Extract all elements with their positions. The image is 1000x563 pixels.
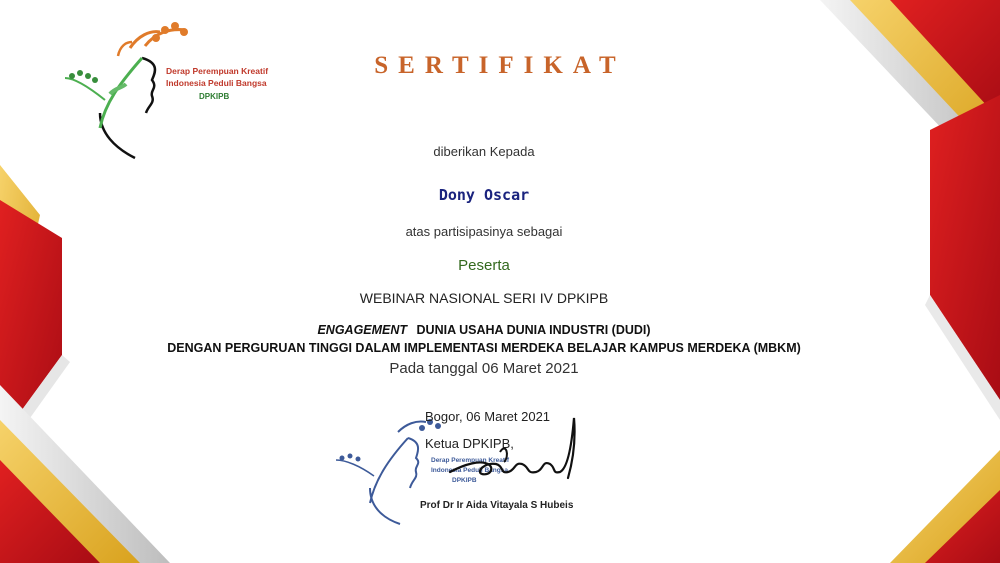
stamp-text-line2: Indonesia Peduli Bangsa bbox=[431, 467, 508, 474]
signature-position: Ketua DPKIPB, bbox=[425, 436, 514, 451]
certificate-title-wrap bbox=[0, 52, 1000, 80]
event-title: WEBINAR NASIONAL SERI IV DPKIPB bbox=[359, 290, 609, 306]
participation-label: atas partisipasinya sebagai bbox=[405, 224, 563, 239]
handwritten-signature bbox=[440, 412, 600, 487]
signer-name: Prof Dr Ir Aida Vitayala S Hubeis bbox=[420, 500, 574, 511]
recipient-name: Dony Oscar bbox=[438, 186, 530, 204]
logo-text-line1: Derap Perempuan Kreatif bbox=[166, 66, 269, 76]
recipient-role: Peserta bbox=[458, 257, 510, 274]
event-date: Pada tanggal 06 Maret 2021 bbox=[389, 360, 579, 377]
logo-text-line2: Indonesia Peduli Bangsa bbox=[166, 78, 267, 88]
given-to-label: diberikan Kepada bbox=[433, 144, 535, 159]
stamp-text-line1: Derap Perempuan Kreatif bbox=[431, 457, 510, 464]
event-theme-italic: ENGAGEMENT bbox=[317, 323, 408, 337]
event-theme-line2: DENGAN PERGURUAN TINGGI DALAM IMPLEMENTASI MERDEKA BELAJAR KAMPUS MERDEKA (MBKM) bbox=[167, 341, 801, 355]
event-theme-line1-text: DUNIA USAHA DUNIA INDUSTRI (DUDI) bbox=[416, 323, 651, 337]
signature-place-date: Bogor, 06 Maret 2021 bbox=[425, 409, 551, 424]
logo-text-line3: DPKIPB bbox=[199, 92, 230, 101]
certificate-title: SERTIFIKAT bbox=[374, 52, 626, 79]
event-theme-line1 bbox=[0, 323, 968, 337]
stamp-text-line3: DPKIPB bbox=[452, 477, 477, 484]
